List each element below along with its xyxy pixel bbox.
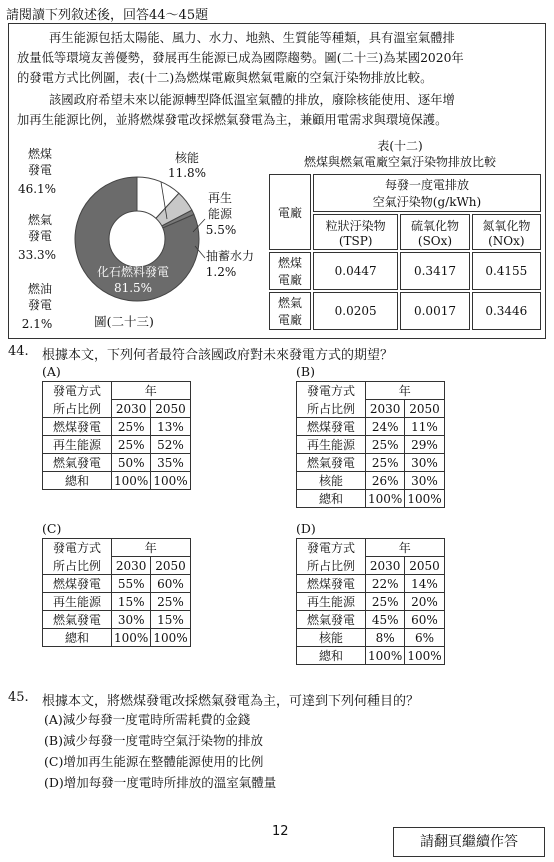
passage-p1-line2: 放量低等環境友善優勢，發展再生能源已成為國際趨勢。圖(二十三)為某國2020年: [17, 51, 464, 65]
row-2030: 100%: [366, 490, 405, 508]
header-y2: 2050: [405, 557, 444, 575]
row-2050: 15%: [151, 611, 190, 629]
row-name: 燃煤發電: [297, 575, 366, 593]
header-method: 發電方式: [297, 539, 366, 557]
fossil-value: 81.5%: [113, 281, 153, 295]
header-y2: 2050: [151, 400, 190, 418]
emission-cell: 0.0205: [313, 292, 398, 330]
table-row: [297, 436, 445, 454]
table12-title: 表(十二): [377, 139, 423, 153]
header-ratio: 所占比例: [297, 557, 366, 575]
emission-row-head: 燃煤 電廠: [269, 252, 311, 290]
row-2050: 25%: [151, 593, 190, 611]
q44-option-letter[interactable]: (A): [42, 364, 61, 379]
nuclear-value: 11.8%: [167, 166, 207, 180]
row-2050: 60%: [151, 575, 190, 593]
continue-box: 請翻頁繼續作答: [393, 827, 545, 857]
row-2030: 26%: [366, 472, 405, 490]
row-2050: 52%: [151, 436, 190, 454]
header-y2: 2050: [151, 557, 190, 575]
row-2050: 100%: [151, 472, 190, 490]
header-year: 年: [366, 382, 445, 400]
q44-text: 根據本文，下列何者最符合該國政府對未來發電方式的期望？: [42, 348, 394, 363]
passage-p1-line1: 再生能源包括太陽能、風力、水力、地熱、生質能等種類，具有溫室氣體排: [49, 31, 455, 45]
row-name: 燃氣發電: [43, 454, 112, 472]
passage-p2-line2: 加再生能源比例，並將燃煤發電改採燃氣發電為主，兼顧用電需求與環境保護。: [17, 113, 448, 127]
row-name: 總和: [43, 472, 112, 490]
table-row: [297, 629, 445, 647]
q44-option-table: [42, 381, 191, 490]
row-name: 燃氣發電: [297, 454, 366, 472]
row-2030: 22%: [366, 575, 405, 593]
row-2030: 100%: [112, 472, 151, 490]
header-year: 年: [366, 539, 445, 557]
table-row: [297, 490, 445, 508]
row-name: 燃氣發電: [43, 611, 112, 629]
emission-head-main: 每發一度電排放 空氣汙染物(g/kWh): [313, 174, 541, 212]
emission-head-plant: 電廠: [269, 174, 311, 250]
row-name: 核能: [297, 629, 366, 647]
q44-option-letter[interactable]: (D): [296, 521, 316, 536]
table-row: [297, 647, 445, 665]
table-row: [43, 593, 191, 611]
header-ratio: 所占比例: [297, 400, 366, 418]
q45-option-c[interactable]: (C)增加再生能源在整體能源使用的比例: [44, 754, 264, 769]
header-y1: 2030: [366, 400, 405, 418]
passage-box: [8, 23, 546, 339]
row-name: 燃氣發電: [297, 611, 366, 629]
q44-option-table: [296, 538, 445, 665]
header-method: 發電方式: [43, 539, 112, 557]
hydro-value: 1.2%: [205, 265, 237, 279]
row-2030: 50%: [112, 454, 151, 472]
emission-cell: 0.3446: [472, 292, 541, 330]
row-name: 總和: [297, 490, 366, 508]
figure-caption: 圖(二十三): [94, 314, 154, 329]
row-2030: 8%: [366, 629, 405, 647]
row-name: 燃煤發電: [43, 418, 112, 436]
table-row: [43, 454, 191, 472]
table-row: [297, 472, 445, 490]
row-2050: 30%: [405, 454, 444, 472]
q44-option-table: [296, 381, 445, 508]
gas-label: 燃氣發電: [27, 213, 52, 243]
emission-cell: 0.0447: [313, 252, 398, 290]
row-2030: 45%: [366, 611, 405, 629]
row-name: 再生能源: [43, 436, 112, 454]
oil-value: 2.1%: [21, 317, 53, 331]
row-name: 燃煤發電: [297, 418, 366, 436]
row-2030: 100%: [366, 647, 405, 665]
emission-col-head: 氮氧化物 (NOx): [472, 214, 541, 250]
fossil-label: 化石燃料發電: [96, 265, 169, 279]
emission-cell: 0.3417: [400, 252, 469, 290]
emission-col-head: 粒狀汙染物 (TSP): [313, 214, 398, 250]
q45-option-b[interactable]: (B)減少每發一度電時空氣汙染物的排放: [44, 733, 263, 748]
row-2030: 100%: [112, 629, 151, 647]
table-row: [43, 629, 191, 647]
row-2030: 25%: [366, 593, 405, 611]
row-name: 總和: [43, 629, 112, 647]
row-2050: 11%: [405, 418, 444, 436]
instruction: 請閱讀下列敘述後，回答44～45題: [6, 8, 209, 23]
row-2050: 100%: [151, 629, 190, 647]
pie-hole: [109, 211, 165, 267]
row-2030: 25%: [366, 454, 405, 472]
header-ratio: 所占比例: [43, 400, 112, 418]
row-2030: 24%: [366, 418, 405, 436]
header-y1: 2030: [112, 557, 151, 575]
row-2030: 15%: [112, 593, 151, 611]
row-name: 核能: [297, 472, 366, 490]
emission-row-head: 燃氣 電廠: [269, 292, 311, 330]
passage-p1-line3: 的發電方式比例圖，表(十二)為燃煤電廠與燃氣電廠的空氣汙染物排放比較。: [17, 71, 433, 85]
row-2050: 30%: [405, 472, 444, 490]
header-year: 年: [112, 539, 191, 557]
row-name: 燃煤發電: [43, 575, 112, 593]
q44-option-table: [42, 538, 191, 647]
gas-value: 33.3%: [17, 248, 57, 262]
table12-subtitle: 燃煤與燃氣電廠空氣汙染物排放比較: [303, 155, 496, 169]
row-2050: 6%: [405, 629, 444, 647]
table-row: [43, 575, 191, 593]
renewable-value: 5.5%: [205, 223, 237, 237]
header-method: 發電方式: [43, 382, 112, 400]
coal-label: 燃煤發電: [27, 147, 52, 177]
table-row: [297, 418, 445, 436]
q44-number: 44.: [8, 344, 29, 359]
row-name: 再生能源: [43, 593, 112, 611]
row-2030: 25%: [366, 436, 405, 454]
row-2050: 35%: [151, 454, 190, 472]
table-row: [43, 436, 191, 454]
header-method: 發電方式: [297, 382, 366, 400]
row-2050: 14%: [405, 575, 444, 593]
table-row: [43, 418, 191, 436]
row-2050: 100%: [405, 647, 444, 665]
q45-number: 45.: [8, 690, 29, 705]
emission-cell: 0.0017: [400, 292, 469, 330]
table-row: [43, 472, 191, 490]
q45-option-d[interactable]: (D)增加每發一度電時所排放的溫室氣體量: [44, 775, 277, 790]
row-name: 再生能源: [297, 436, 366, 454]
table-row: [297, 611, 445, 629]
row-2050: 60%: [405, 611, 444, 629]
table-row: [297, 575, 445, 593]
page-number: 12: [272, 824, 289, 839]
renewable-label: 再生能源: [207, 191, 232, 221]
emission-table: [267, 172, 543, 332]
q44-option-letter[interactable]: (C): [42, 521, 62, 536]
q45-text: 根據本文，將燃煤發電改採燃氣發電為主，可達到下列何種目的？: [42, 694, 420, 709]
table-row: [43, 611, 191, 629]
header-year: 年: [112, 382, 191, 400]
coal-value: 46.1%: [17, 182, 57, 196]
row-name: 再生能源: [297, 593, 366, 611]
row-2030: 55%: [112, 575, 151, 593]
hydro-label: 抽蓄水力: [205, 249, 254, 263]
header-y1: 2030: [366, 557, 405, 575]
row-2030: 25%: [112, 418, 151, 436]
table-row: [297, 454, 445, 472]
row-2030: 30%: [112, 611, 151, 629]
header-y2: 2050: [405, 400, 444, 418]
row-2050: 29%: [405, 436, 444, 454]
row-2050: 13%: [151, 418, 190, 436]
header-ratio: 所占比例: [43, 557, 112, 575]
nuclear-label: 核能: [174, 151, 199, 165]
emission-cell: 0.4155: [472, 252, 541, 290]
oil-label: 燃油發電: [27, 282, 52, 312]
row-2050: 20%: [405, 593, 444, 611]
header-y1: 2030: [112, 400, 151, 418]
passage-p2-line1: 該國政府希望未來以能源轉型降低溫室氣體的排放，廢除核能使用、逐年增: [49, 93, 455, 107]
table-row: [297, 593, 445, 611]
q45-option-a[interactable]: (A)減少每發一度電時所需耗費的金錢: [44, 712, 251, 727]
row-2050: 100%: [405, 490, 444, 508]
row-name: 總和: [297, 647, 366, 665]
q44-option-letter[interactable]: (B): [296, 364, 315, 379]
emission-col-head: 硫氧化物 (SOx): [400, 214, 469, 250]
row-2030: 25%: [112, 436, 151, 454]
